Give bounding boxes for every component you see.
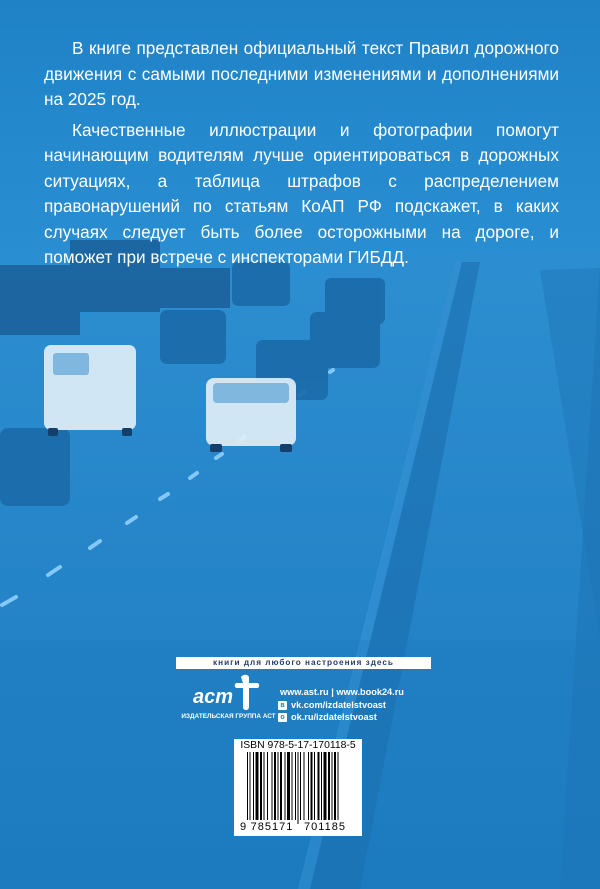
publisher-tagline: книги для любого настроения здесь: [176, 657, 431, 669]
ok-link[interactable]: [278, 711, 377, 723]
barcode-bars: [237, 752, 358, 832]
ok-icon: о: [278, 713, 287, 722]
vk-link-text: vk.com/izdatelstvoast: [291, 700, 386, 710]
ast-logo: [191, 673, 265, 713]
isbn-number: ISBN 978-5-17-170118-5: [240, 740, 356, 751]
logo-text: acт: [193, 686, 234, 708]
book-annotation: [44, 36, 559, 271]
publisher-websites[interactable]: www.ast.ru | www.book24.ru: [280, 687, 404, 697]
isbn-barcode: [234, 739, 362, 836]
barcode-digit-lead: 9: [240, 821, 247, 832]
vk-link[interactable]: [278, 699, 386, 711]
annotation-paragraph-1: В книге представлен официальный текст Правил дорожного движения с самыми последними изменениями и дополнениями на 2025 год.: [44, 38, 559, 109]
barcode-digits-left: 785171: [250, 821, 294, 832]
vk-icon: в: [278, 701, 287, 710]
ok-link-text: ok.ru/izdatelstvoast: [291, 712, 377, 722]
barcode-digits-right: 701185: [304, 821, 346, 832]
annotation-paragraph-2: Качественные иллюстрации и фотографии помогут начинающим водителям лучше ориентироваться в дорожных ситуациях, а таблица штрафов с распределением правонарушений по статьям КоАП РФ подскажет, в каких случаях следует быть более осторожными на дороге, и поможет при встрече с инспекторами ГИБДД.: [44, 119, 559, 267]
publisher-label: ИЗДАТЕЛЬСКАЯ ГРУППА АСТ: [181, 713, 276, 720]
